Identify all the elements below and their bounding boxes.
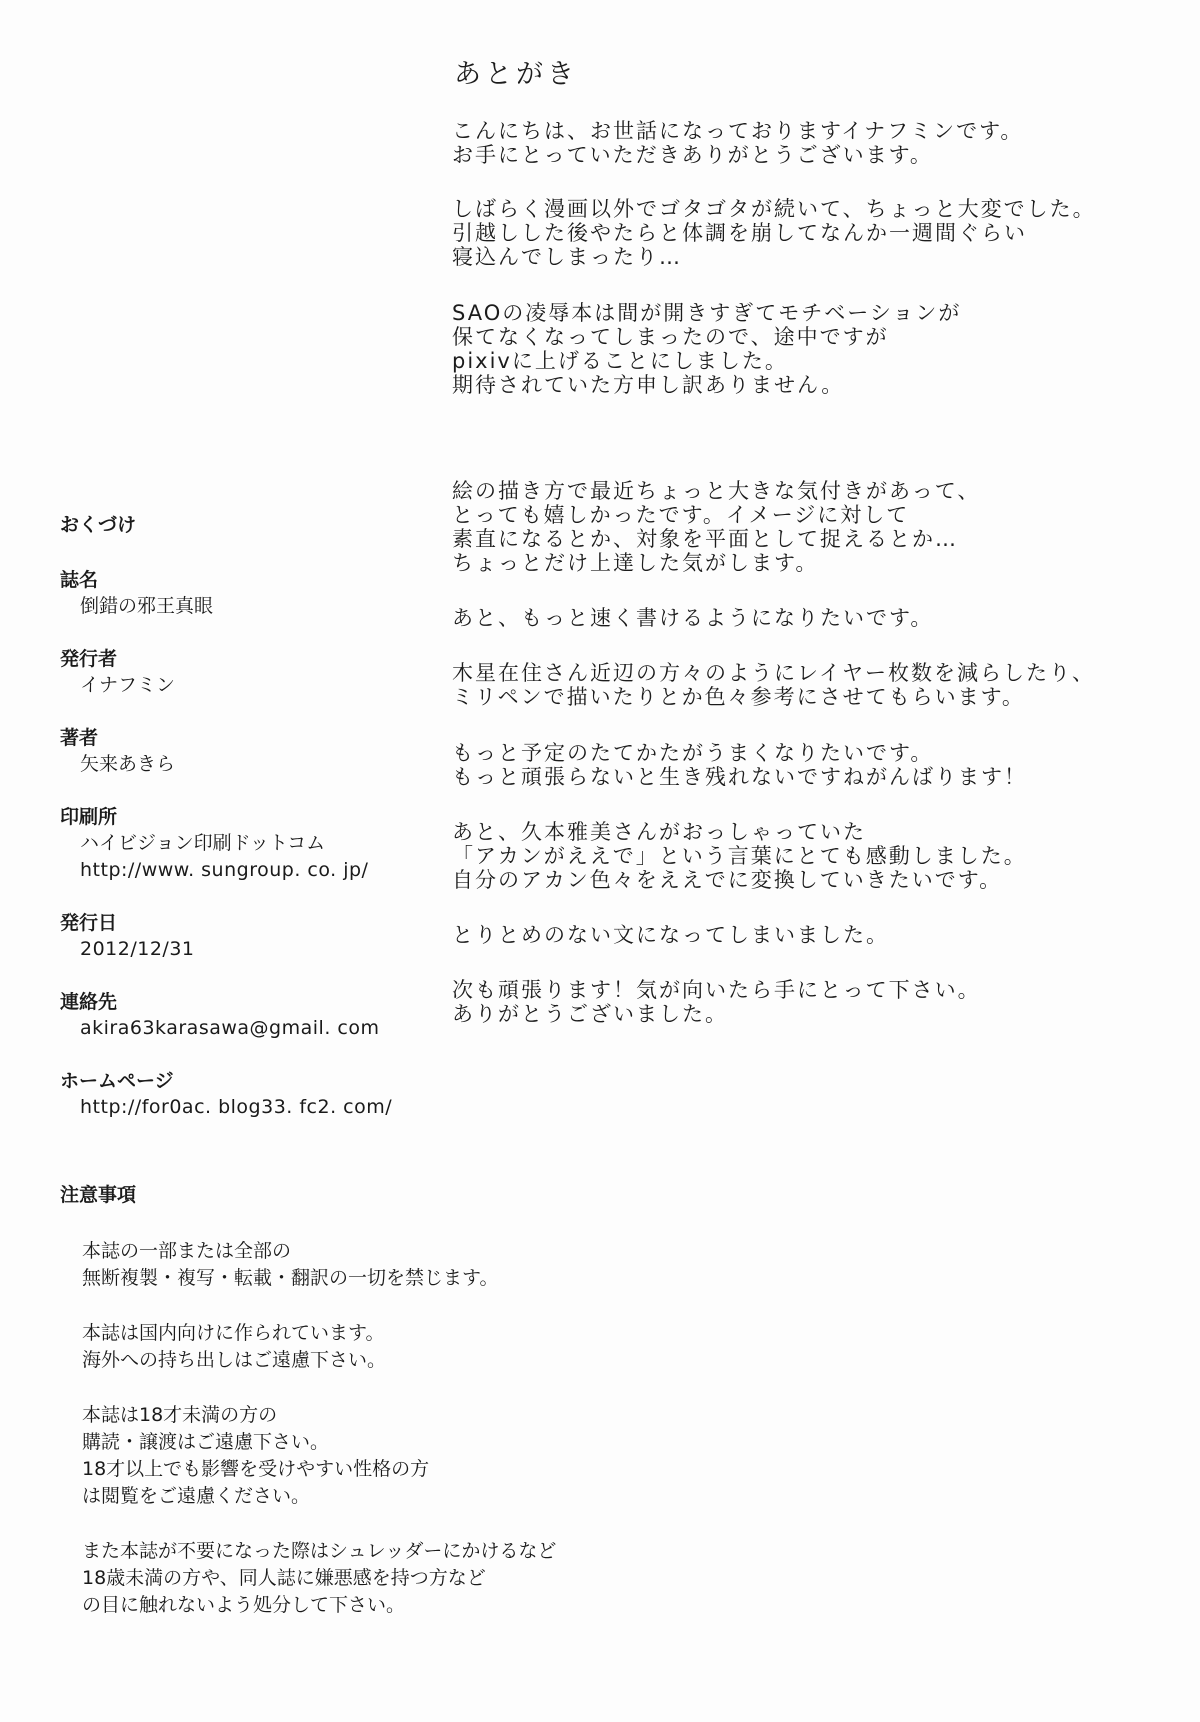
afterword-line: 期待されていた方申し訳ありません。 xyxy=(452,373,845,397)
afterword-line: あと、もっと速く書けるようになりたいです。 xyxy=(452,606,934,630)
afterword-line: 次も頑張ります！気が向いたら手にとって下さい。 xyxy=(452,978,981,1002)
colophon xyxy=(60,512,440,1147)
notices xyxy=(60,1182,680,1647)
colophon-title: おくづけ xyxy=(60,514,137,536)
afterword-paragraph xyxy=(452,606,1172,630)
afterword-paragraph xyxy=(452,820,1172,892)
afterword-line: とりとめのない文になってしまいました。 xyxy=(452,923,889,947)
colophon-section-title xyxy=(60,567,440,620)
notice-block xyxy=(60,1402,680,1510)
afterword-line: あと、久本雅美さんがおっしゃっていた xyxy=(452,820,866,844)
section-heading: 印刷所 xyxy=(60,806,118,828)
afterword-line: ミリペンで描いたりとか色々参考にさせてもらいます。 xyxy=(452,685,1025,709)
notice-line: 18才以上でも影響を受けやすい性格の方 xyxy=(82,1458,430,1480)
colophon-section-contact xyxy=(60,989,440,1042)
afterword-paragraph xyxy=(452,301,1172,397)
afterword-line: 「アカンがええで」という言葉にとても感動しました。 xyxy=(452,844,1027,868)
notice-line: 無断複製・複写・転載・翻訳の一切を禁じます。 xyxy=(82,1267,499,1289)
afterword-line: ありがとうございました。 xyxy=(452,1002,728,1026)
afterword-line: 寝込んでしまったり… xyxy=(452,245,682,269)
afterword-line: もっと予定のたてかたがうまくなりたいです。 xyxy=(452,741,934,765)
section-heading: 誌名 xyxy=(60,569,99,591)
afterword-line: 引越しした後やたらと体調を崩してなんか一週間ぐらい xyxy=(452,221,1027,245)
section-heading: 発行日 xyxy=(60,912,118,934)
colophon-section-printer xyxy=(60,804,440,884)
afterword-line: しばらく漫画以外でゴタゴタが続いて、ちょっと大変でした。 xyxy=(452,197,1096,221)
afterword xyxy=(452,52,1172,1026)
colophon-section-date xyxy=(60,910,440,963)
afterword-paragraph xyxy=(452,197,1172,269)
notices-title: 注意事項 xyxy=(60,1184,137,1206)
notice-line: また本誌が不要になった際はシュレッダーにかけるなど xyxy=(82,1540,557,1562)
afterword-paragraph xyxy=(452,978,1172,1026)
afterword-line: 保てなくなってしまったので、途中ですが xyxy=(452,325,889,349)
notice-line: は閲覧をご遠慮ください。 xyxy=(82,1485,311,1507)
section-value: イナフミン xyxy=(80,674,176,696)
notice-line: 本誌の一部または全部の xyxy=(82,1240,292,1262)
contact-email: akira63karasawa@gmail. com xyxy=(80,1017,380,1039)
section-value: 矢来あきら xyxy=(80,753,176,775)
notice-line: 購読・譲渡はご遠慮下さい。 xyxy=(82,1431,330,1453)
afterword-line: 絵の描き方で最近ちょっと大きな気付きがあって、 xyxy=(452,479,981,503)
afterword-line: SAOの凌辱本は間が開きすぎてモチベーションが xyxy=(452,301,962,325)
afterword-line: こんにちは、お世話になっておりますイナフミンです。 xyxy=(452,119,1024,143)
afterword-paragraph xyxy=(452,741,1172,789)
afterword-line: 自分のアカン色々をええでに変換していきたいです。 xyxy=(452,868,1003,892)
notice-line: 本誌は国内向けに作られています。 xyxy=(82,1322,385,1344)
section-heading: ホームページ xyxy=(60,1070,174,1092)
afterword-title: あとがき xyxy=(454,59,578,90)
afterword-line: 木星在住さん近辺の方々のようにレイヤー枚数を減らしたり、 xyxy=(452,661,1095,685)
section-value: ハイビジョン印刷ドットコム xyxy=(80,832,326,854)
notice-block xyxy=(60,1238,680,1292)
afterword-line: もっと頑張らないと生き残れないですねがんばります！ xyxy=(452,765,1027,789)
afterword-paragraph xyxy=(452,661,1172,709)
notice-block xyxy=(60,1538,680,1619)
notice-line: 本誌は18才未満の方の xyxy=(82,1404,278,1426)
colophon-section-publisher xyxy=(60,646,440,699)
afterword-line: pixivに上げることにしました。 xyxy=(452,349,788,373)
section-value: 倒錯の邪王真眼 xyxy=(80,595,214,617)
homepage-url: http://for0ac. blog33. fc2. com/ xyxy=(80,1096,393,1118)
notice-line: 海外への持ち出しはご遠慮下さい。 xyxy=(82,1349,387,1371)
afterword-line: とっても嬉しかったです。イメージに対して xyxy=(452,503,910,527)
publish-date: 2012/12/31 xyxy=(80,938,195,960)
afterword-line: ちょっとだけ上達した気がします。 xyxy=(452,551,819,575)
printer-url: http://www. sungroup. co. jp/ xyxy=(80,859,369,881)
afterword-line: 素直になるとか、対象を平面として捉えるとか… xyxy=(452,527,958,551)
afterword-paragraph xyxy=(452,923,1172,947)
notice-line: の目に触れないよう処分して下さい。 xyxy=(82,1594,406,1616)
notice-line: 18歳未満の方や、同人誌に嫌悪感を持つ方など xyxy=(82,1567,486,1589)
afterword-paragraph xyxy=(452,119,1172,167)
section-heading: 連絡先 xyxy=(60,991,118,1013)
colophon-section-homepage xyxy=(60,1068,440,1121)
notice-block xyxy=(60,1320,680,1374)
afterword-line: お手にとっていただきありがとうございます。 xyxy=(452,143,933,167)
colophon-section-author xyxy=(60,725,440,778)
afterword-paragraph xyxy=(452,479,1172,575)
section-heading: 著者 xyxy=(60,727,99,749)
section-heading: 発行者 xyxy=(60,648,118,670)
